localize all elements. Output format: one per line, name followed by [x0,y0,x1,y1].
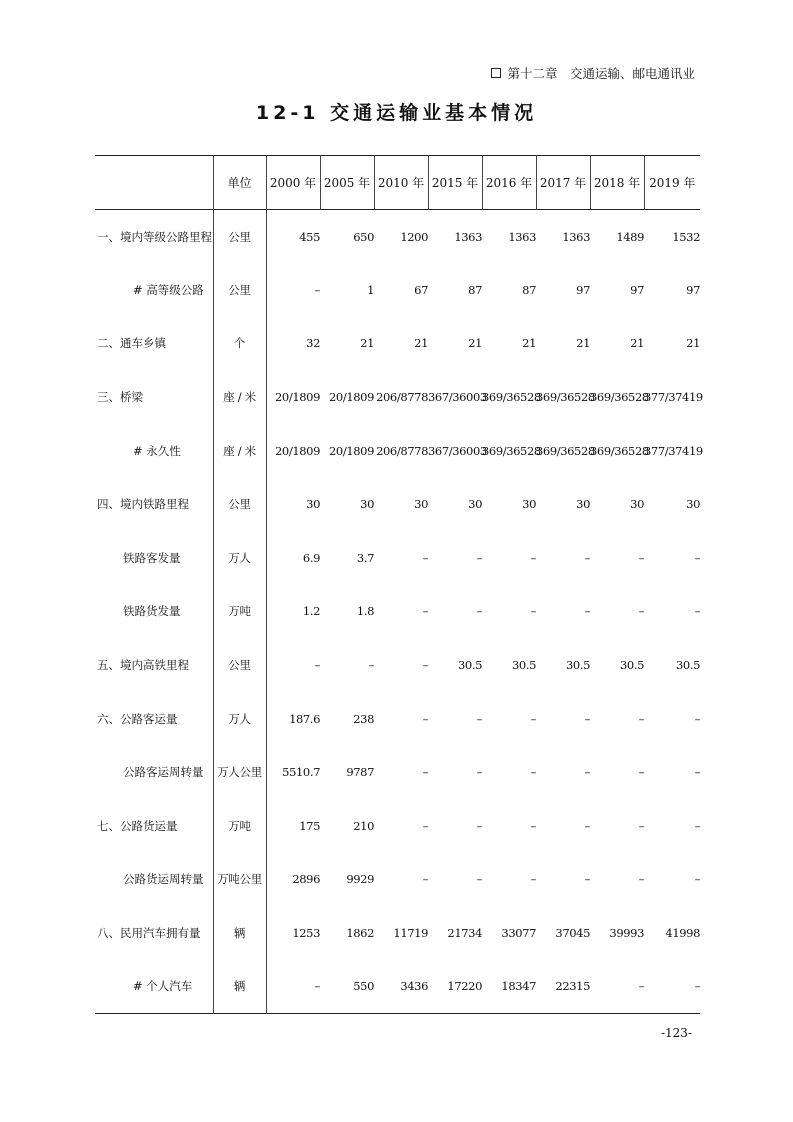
table-cell-value: 97 [686,282,700,297]
table-row [95,424,700,478]
table-cell-value: 1489 [616,229,644,244]
row-unit: 座 / 米 [213,424,266,478]
row-label: 五、境内高铁里程 [97,658,189,673]
table-cell-value: 87 [522,282,536,297]
column-header-item [95,156,213,210]
row-label: 铁路客发量 [123,550,181,565]
table-cell-value: 1862 [346,926,374,941]
table-cell-value: 9929 [346,872,374,887]
table-row [95,799,700,853]
table-cell-value: 30.5 [619,658,644,673]
table-cell-value: 20/1809 [329,390,374,405]
table-row [95,210,700,264]
table-cell-value: – [584,872,590,887]
table-cell-value: 32 [306,336,320,351]
table-cell-value: 377/37419 [644,390,703,405]
table-cell-value: – [476,604,482,619]
table-cell-value: – [638,765,644,780]
table-cell-value: – [584,711,590,726]
table-row [95,585,700,639]
table-cell-value: – [476,818,482,833]
table-cell-value: 17220 [447,979,482,994]
column-header-year: 2010 年 [374,156,428,210]
table-row [95,477,700,531]
table-cell-value: – [638,872,644,887]
table-cell-value: 21734 [447,926,482,941]
table-row [95,853,700,907]
table-cell-value: – [584,765,590,780]
row-label: 二、通车乡镇 [97,336,166,351]
table-cell-value: 6.9 [302,550,320,565]
table-cell-value: 9787 [346,765,374,780]
table-cell-value: – [694,818,700,833]
table-cell-value: 37045 [555,926,590,941]
table-cell-value: 206/8778 [376,390,428,405]
table-row [95,370,700,424]
table-cell-value: – [476,872,482,887]
table-cell-value: 238 [353,711,374,726]
square-bullet-icon [491,68,501,78]
row-unit: 辆 [213,960,266,1014]
row-label: # 永久性 [133,443,181,458]
table-row [95,638,700,692]
statistics-table [95,155,703,1014]
row-unit: 公里 [213,477,266,531]
table-cell-value: 20/1809 [329,443,374,458]
row-unit: 万吨公里 [213,853,266,907]
row-label: 八、民用汽车拥有量 [97,926,201,941]
table-row [95,317,700,371]
row-unit: 万吨 [213,585,266,639]
table-cell-value: – [530,604,536,619]
table-cell-value: 20/1809 [275,443,320,458]
table-cell-value: 455 [299,229,320,244]
table-cell-value: 21 [686,336,700,351]
table-cell-value: 3436 [400,979,428,994]
table-cell-value: 20/1809 [275,390,320,405]
table-cell-value: – [476,711,482,726]
row-unit: 万吨 [213,799,266,853]
table-cell-value: – [638,979,644,994]
table-cell-value: – [422,604,428,619]
table-cell-value: 650 [353,229,374,244]
table-cell-value: – [638,550,644,565]
row-unit: 个 [213,317,266,371]
table-cell-value: 3.7 [356,550,374,565]
table-cell-value: – [638,604,644,619]
table-row [95,906,700,960]
table-cell-value: 369/36528 [482,390,541,405]
table-cell-value: 41998 [665,926,700,941]
table-cell-value: 30 [360,497,374,512]
table-cell-value: 39993 [609,926,644,941]
column-header-year: 2000 年 [266,156,320,210]
table-row [95,745,700,799]
table-cell-value: 369/36528 [590,443,649,458]
row-unit: 辆 [213,906,266,960]
table-cell-value: – [638,818,644,833]
column-header-year: 2017 年 [536,156,590,210]
table-cell-value: – [422,872,428,887]
table-cell-value: 1.2 [302,604,320,619]
table-cell-value: 30.5 [565,658,590,673]
table-cell-value: – [314,282,320,297]
table-cell-value: – [422,711,428,726]
header-row [95,156,700,210]
table-cell-value: – [530,711,536,726]
row-label: # 高等级公路 [133,282,204,297]
row-unit: 万人 [213,692,266,746]
table-cell-value: – [368,658,374,673]
row-unit: 公里 [213,263,266,317]
column-header-year: 2016 年 [482,156,536,210]
table-cell-value: – [694,765,700,780]
table-cell-value: 30 [306,497,320,512]
row-label: 铁路货发量 [123,604,181,619]
statistics-table-container [95,155,703,1014]
table-cell-value: 30 [686,497,700,512]
table-cell-value: 97 [576,282,590,297]
column-header-year: 2015 年 [428,156,482,210]
table-cell-value: – [314,658,320,673]
table-cell-value: 30 [630,497,644,512]
table-cell-value: – [584,550,590,565]
table-cell-value: 367/36003 [428,443,487,458]
table-cell-value: 30.5 [511,658,536,673]
table-cell-value: 97 [630,282,644,297]
row-label: 公路客运周转量 [123,765,204,780]
table-cell-value: 11719 [393,926,428,941]
row-label: 三、桥梁 [97,390,143,405]
table-cell-value: – [694,872,700,887]
table-cell-value: 206/8778 [376,443,428,458]
table-cell-value: 1363 [562,229,590,244]
table-cell-value: 22315 [555,979,590,994]
table-cell-value: 21 [630,336,644,351]
table-cell-value: 30 [522,497,536,512]
table-cell-value: 369/36528 [536,390,595,405]
row-unit: 万人 [213,531,266,585]
table-cell-value: 67 [414,282,428,297]
table-cell-value: – [422,658,428,673]
table-row [95,960,700,1014]
table-cell-value: – [638,711,644,726]
table-cell-value: 1 [367,282,374,297]
table-cell-value: 21 [522,336,536,351]
table-cell-value: 33077 [501,926,536,941]
table-cell-value: – [530,818,536,833]
table-cell-value: 369/36528 [590,390,649,405]
table-cell-value: – [694,550,700,565]
table-cell-value: – [422,818,428,833]
table-cell-value: – [476,550,482,565]
table-cell-value: 369/36528 [482,443,541,458]
column-header-year: 2018 年 [590,156,644,210]
table-cell-value: 1363 [454,229,482,244]
table-cell-value: 1200 [400,229,428,244]
row-label: 七、公路货运量 [97,818,178,833]
table-cell-value: 1253 [292,926,320,941]
table-cell-value: 21 [576,336,590,351]
table-cell-value: 367/36003 [428,390,487,405]
table-cell-value: – [422,550,428,565]
column-header-year: 2019 年 [644,156,700,210]
page-title: 12-1 交通运输业基本情况 [255,102,538,124]
table-body [95,210,703,1014]
row-unit: 公里 [213,638,266,692]
table-row [95,692,700,746]
table-cell-value: 5510.7 [282,765,320,780]
table-cell-value: 21 [360,336,374,351]
table-cell-value: – [694,979,700,994]
table-row [95,263,700,317]
table-cell-value: – [694,711,700,726]
table-cell-value: 30 [576,497,590,512]
table-cell-value: 1.8 [356,604,374,619]
table-cell-value: 18347 [501,979,536,994]
table-cell-value: 87 [468,282,482,297]
column-header-year: 2005 年 [320,156,374,210]
table-cell-value: 2896 [292,872,320,887]
table-cell-value: – [694,604,700,619]
table-cell-value: – [584,818,590,833]
table-cell-value: 369/36528 [536,443,595,458]
row-unit: 座 / 米 [213,370,266,424]
table-cell-value: 30 [414,497,428,512]
table-cell-value: 1532 [672,229,700,244]
column-header-unit: 单位 [213,156,266,210]
table-cell-value: 30 [468,497,482,512]
row-label: 六、公路客运量 [97,711,178,726]
row-label: 四、境内铁路里程 [97,497,189,512]
table-row [95,531,700,585]
table-cell-value: 30.5 [457,658,482,673]
table-cell-value: 210 [353,818,374,833]
row-label: 一、境内等级公路里程 [97,229,212,244]
table-cell-value: 1363 [508,229,536,244]
table-cell-value: – [584,604,590,619]
page-number: -123- [660,1026,692,1040]
table-cell-value: – [314,979,320,994]
table-cell-value: 187.6 [289,711,320,726]
row-label: 公路货运周转量 [123,872,204,887]
table-cell-value: 377/37419 [644,443,703,458]
table-cell-value: 21 [414,336,428,351]
table-cell-value: – [530,550,536,565]
table-cell-value: 550 [353,979,374,994]
table-cell-value: 21 [468,336,482,351]
row-label: # 个人汽车 [133,979,193,994]
row-unit: 公里 [213,210,266,264]
table-cell-value: – [476,765,482,780]
table-cell-value: – [530,765,536,780]
chapter-title: 第十二章 交通运输、邮电通讯业 [507,66,695,81]
chapter-header [491,64,695,82]
row-unit: 万人公里 [213,745,266,799]
table-cell-value: 175 [299,818,320,833]
table-cell-value: 30.5 [675,658,700,673]
table-cell-value: – [422,765,428,780]
table-cell-value: – [530,872,536,887]
